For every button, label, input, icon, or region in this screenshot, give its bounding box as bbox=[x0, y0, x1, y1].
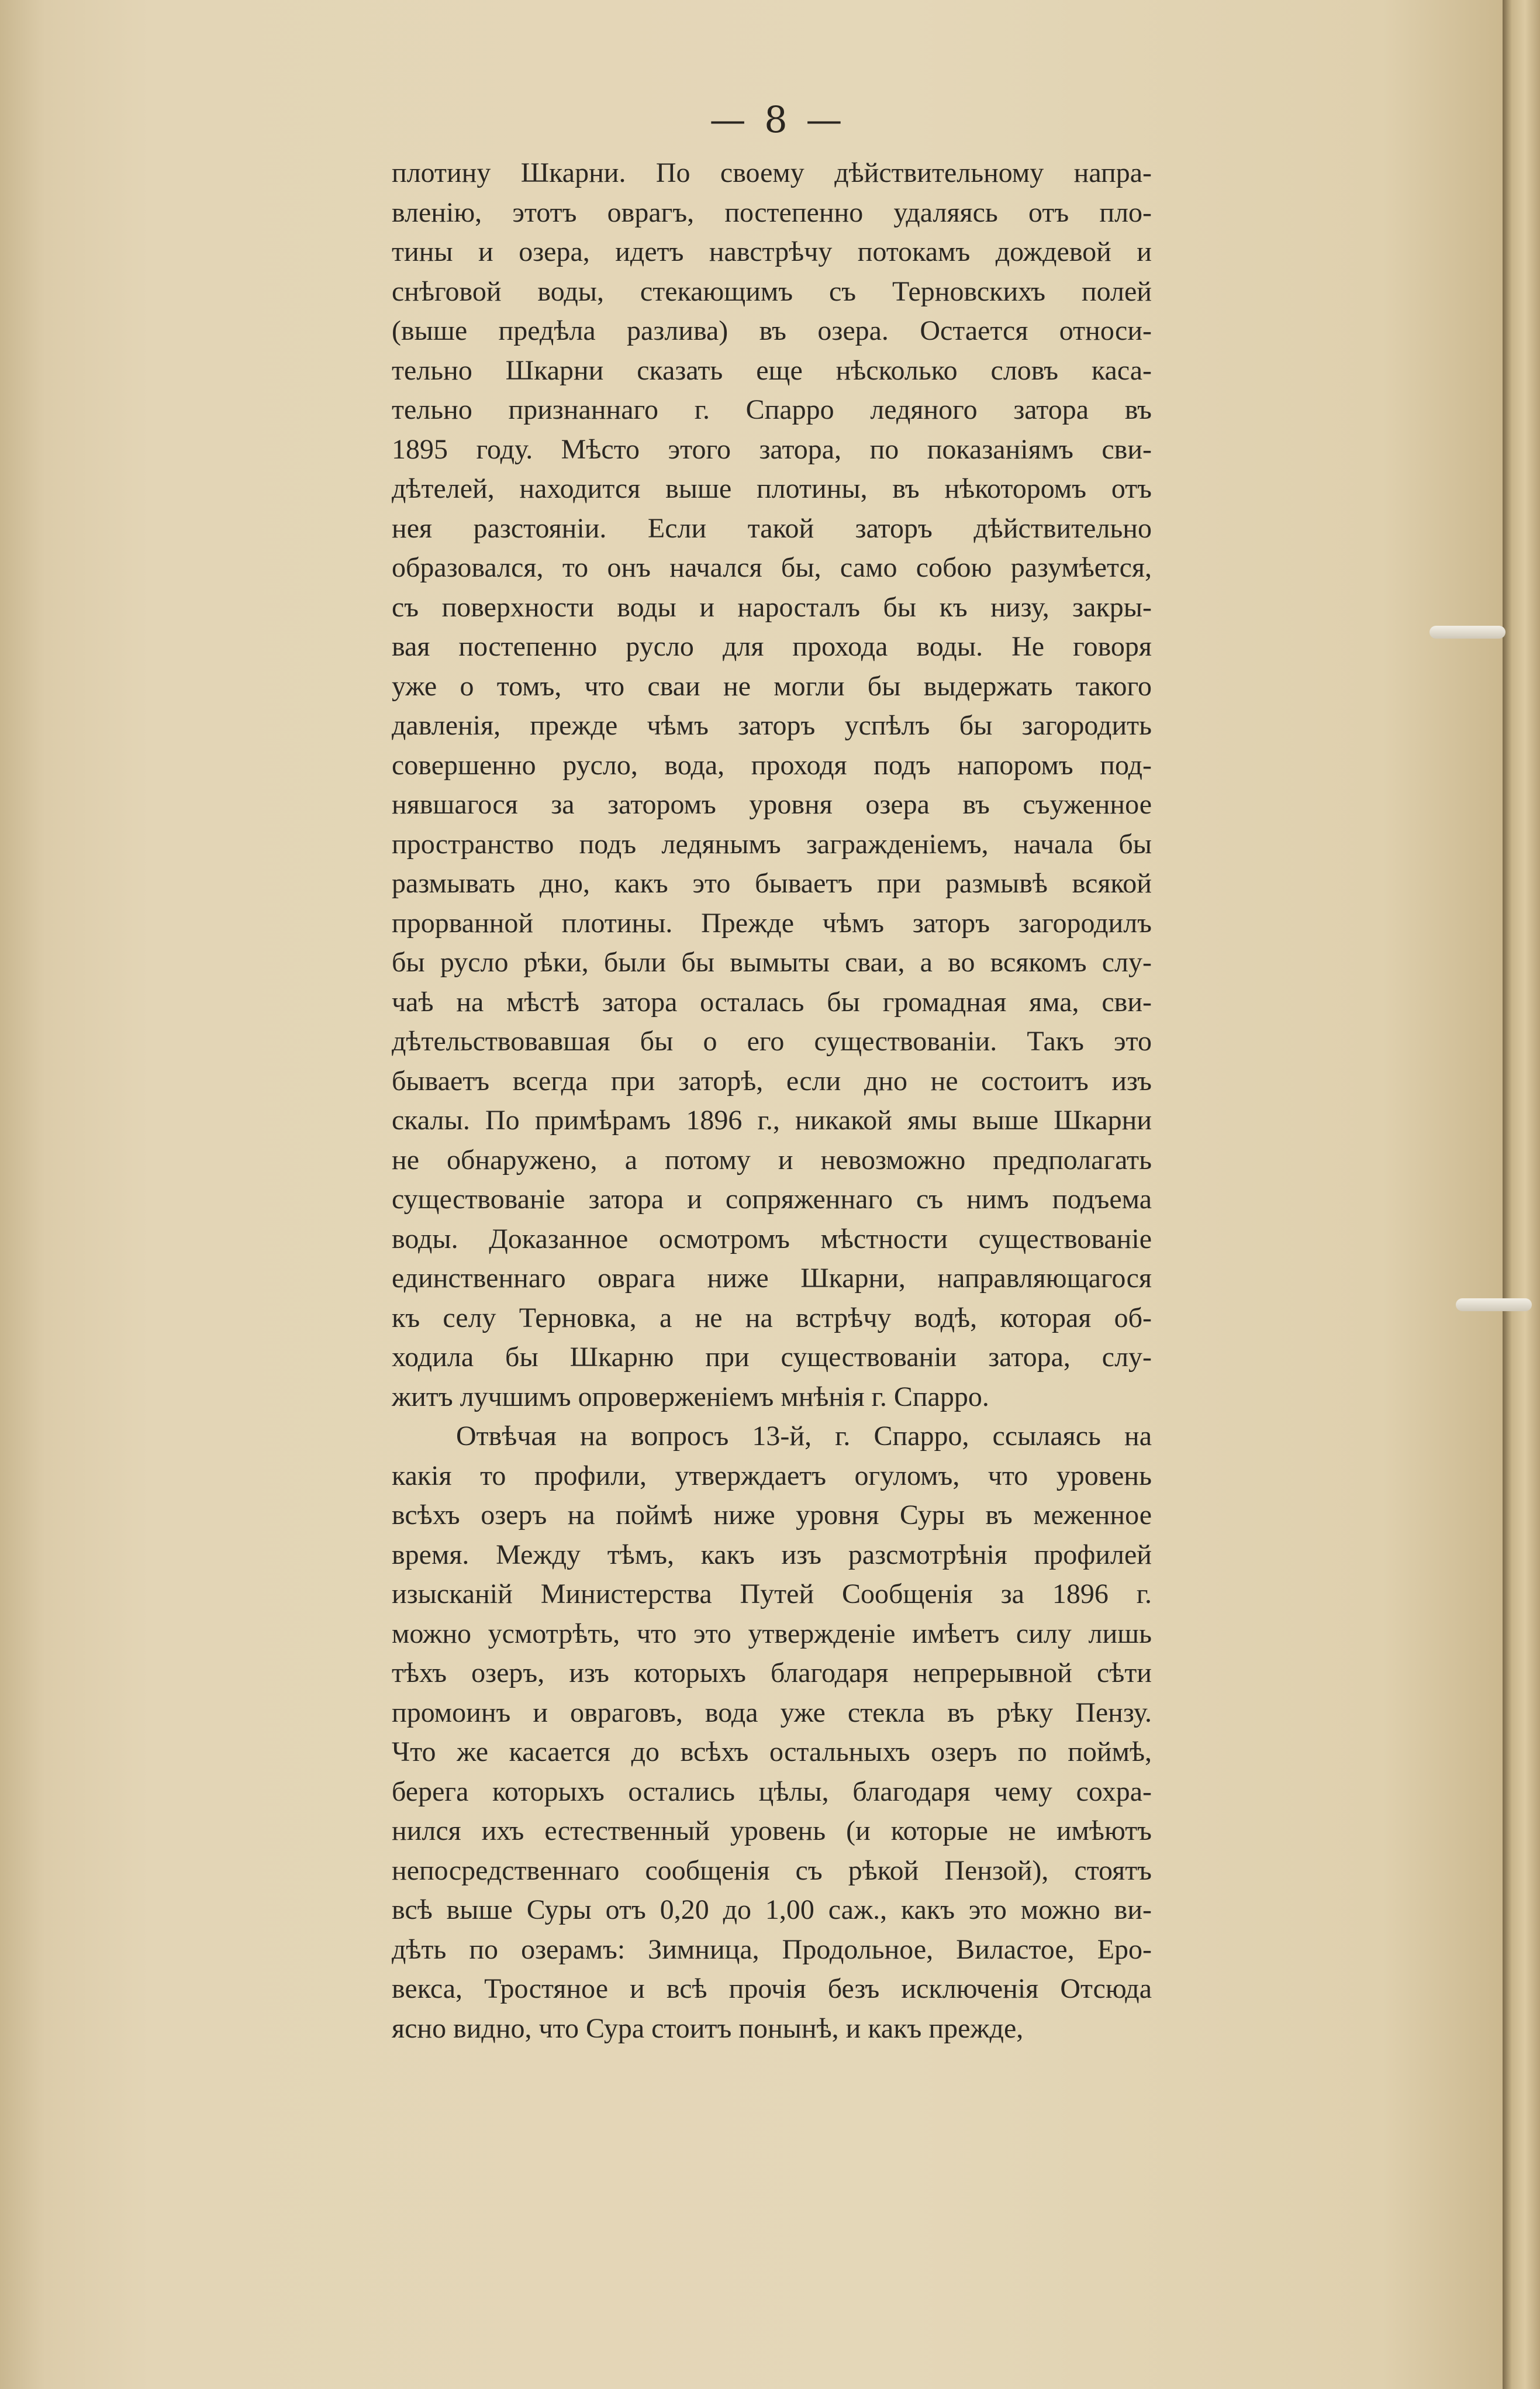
text-line: (выше предѣла разлива) въ озера. Остается относи- bbox=[392, 315, 1152, 346]
text-line: вая постепенно русло для прохода воды. Не говоря bbox=[392, 631, 1152, 662]
text-line: Отвѣчая на вопросъ 13-й, г. Спарро, ссылаясь на bbox=[456, 1421, 1152, 1452]
text-line: промоинъ и овраговъ, вода уже стекла въ рѣку Пензу. bbox=[392, 1697, 1152, 1728]
text-line: уже о томъ, что сваи не могли бы выдержать такого bbox=[392, 670, 1152, 702]
text-line: давленія, прежде чѣмъ заторъ успѣлъ бы загородить bbox=[392, 710, 1152, 741]
text-line: скалы. По примѣрамъ 1896 г., никакой ямы выше Шкарни bbox=[392, 1105, 1152, 1136]
text-line: вленію, этотъ оврагъ, постепенно удаляясь отъ пло- bbox=[392, 197, 1152, 228]
body-text bbox=[392, 153, 1152, 2048]
text-line: снѣговой воды, стекающимъ съ Терновскихъ полей bbox=[392, 275, 1152, 307]
text-line: дѣтельствовавшая бы о его существованіи. Такъ это bbox=[392, 1026, 1152, 1057]
text-line: воды. Доказанное осмотромъ мѣстности существованіе bbox=[392, 1223, 1152, 1254]
text-line: время. Между тѣмъ, какъ изъ разсмотрѣнія профилей bbox=[392, 1539, 1152, 1570]
text-line: Что же касается до всѣхъ остальныхъ озеръ по поймѣ, bbox=[392, 1736, 1152, 1767]
text-line: не обнаружено, а потому и невозможно предполагать bbox=[392, 1144, 1152, 1175]
text-line: дѣтелей, находится выше плотины, въ нѣкоторомъ отъ bbox=[392, 473, 1152, 504]
text-line: размывать дно, какъ это бываетъ при размывѣ всякой bbox=[392, 868, 1152, 899]
text-line: ясно видно, что Сура стоитъ понынѣ, и какъ прежде, bbox=[392, 2012, 1024, 2044]
text-line: тельно признаннаго г. Спарро ледяного затора въ bbox=[392, 394, 1152, 425]
text-line: 1895 году. Мѣсто этого затора, по показаніямъ сви- bbox=[392, 433, 1152, 465]
text-line: нявшагося за заторомъ уровня озера въ съуженное bbox=[392, 789, 1152, 820]
text-line: изысканій Министерства Путей Сообщенія за 1896 г. bbox=[392, 1578, 1152, 1609]
binding-thread bbox=[1456, 1298, 1532, 1311]
text-line: бываетъ всегда при заторѣ, если дно не состоитъ изъ bbox=[392, 1065, 1152, 1097]
text-line: какія то профили, утверждаетъ огуломъ, что уровень bbox=[392, 1460, 1152, 1491]
text-line: единственнаго оврага ниже Шкарни, направляющагося bbox=[392, 1263, 1152, 1294]
text-line: къ селу Терновка, а не на встрѣчу водѣ, которая об- bbox=[392, 1302, 1152, 1333]
next-page-edge bbox=[1503, 0, 1540, 2389]
text-line: прорванной плотины. Прежде чѣмъ заторъ загородилъ bbox=[392, 907, 1152, 939]
text-line: векса, Тростяное и всѣ прочія безъ исключенія Отсюда bbox=[392, 1973, 1152, 2004]
text-line: существованіе затора и сопряженнаго съ нимъ подъема bbox=[392, 1184, 1152, 1215]
text-line: дѣть по озерамъ: Зимница, Продольное, Виластое, Еро- bbox=[392, 1933, 1152, 1965]
text-line: совершенно русло, вода, проходя подъ напоромъ под- bbox=[392, 749, 1152, 781]
text-line: плотину Шкарни. По своему дѣйствительному напра- bbox=[392, 157, 1152, 188]
text-line: образовался, то онъ начался бы, само собою разумѣется, bbox=[392, 552, 1152, 583]
text-line: житъ лучшимъ опроверженіемъ мнѣнія г. Спарро. bbox=[392, 1381, 989, 1412]
text-line: съ поверхности воды и наросталъ бы къ низу, закры- bbox=[392, 591, 1152, 623]
text-line: нея разстояніи. Если такой заторъ дѣйствительно bbox=[392, 512, 1152, 544]
text-line: всѣ выше Суры отъ 0,20 до 1,00 саж., какъ это можно ви- bbox=[392, 1894, 1152, 1925]
page-number: — 8 — bbox=[709, 98, 846, 141]
text-line: ходила бы Шкарню при существованіи затора, слу- bbox=[392, 1342, 1152, 1373]
text-line: нился ихъ естественный уровень (и которые не имѣютъ bbox=[392, 1815, 1152, 1846]
text-line: непосредственнаго сообщенія съ рѣкой Пензой), стоятъ bbox=[392, 1854, 1152, 1886]
text-line: всѣхъ озеръ на поймѣ ниже уровня Суры въ меженное bbox=[392, 1499, 1152, 1530]
text-line: чаѣ на мѣстѣ затора осталась бы громадная яма, сви- bbox=[392, 986, 1152, 1018]
text-line: берега которыхъ остались цѣлы, благодаря чему сохра- bbox=[392, 1776, 1152, 1807]
text-line: бы русло рѣки, были бы вымыты сваи, а во всякомъ слу- bbox=[392, 947, 1152, 978]
text-line: тѣхъ озеръ, изъ которыхъ благодаря непрерывной сѣти bbox=[392, 1657, 1152, 1688]
text-line: тельно Шкарни сказать еще нѣсколько словъ каса- bbox=[392, 354, 1152, 386]
binding-thread bbox=[1429, 626, 1506, 639]
text-line: можно усмотрѣть, что это утвержденіе имѣетъ силу лишь bbox=[392, 1618, 1152, 1649]
text-line: пространство подъ ледянымъ загражденіемъ, начала бы bbox=[392, 828, 1152, 860]
text-line: тины и озера, идетъ навстрѣчу потокамъ дождевой и bbox=[392, 236, 1152, 267]
